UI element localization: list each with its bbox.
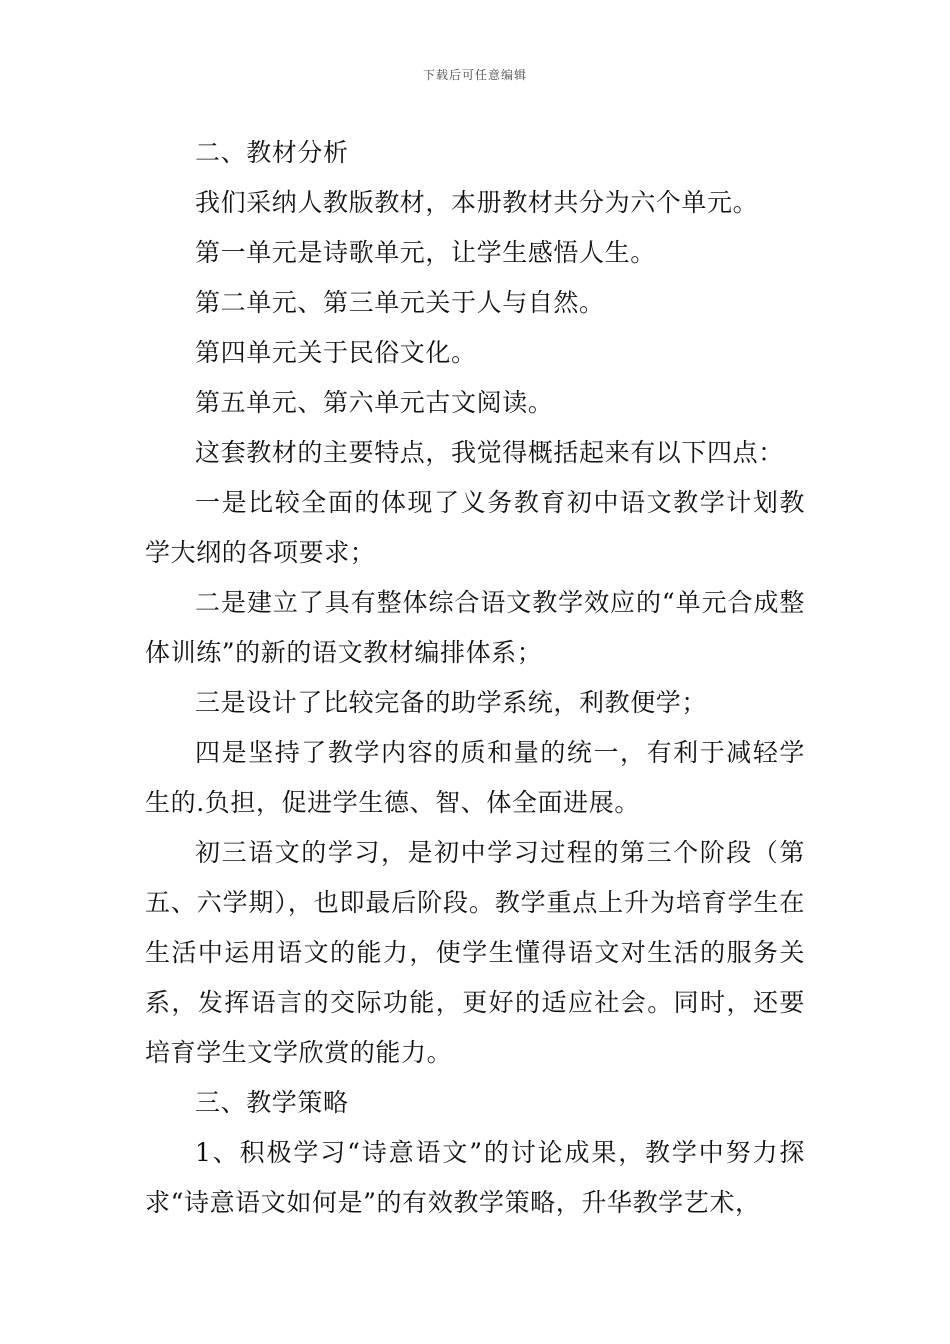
paragraph: 第五单元、第六单元古文阅读。 [195, 388, 554, 417]
paragraph: 1、积极学习“诗意语文”的讨论成果，教学中努力探求“诗意语文如何是”的有效教学策略，升华教学艺术， [145, 1138, 805, 1217]
section-heading-materials: 二、教材分析 [195, 138, 349, 167]
document-body [145, 128, 805, 1228]
paragraph: 第一单元是诗歌单元，让学生感悟人生。 [195, 238, 656, 267]
paragraph: 这套教材的主要特点，我觉得概括起来有以下四点： [195, 438, 784, 467]
paragraph: 第二单元、第三单元关于人与自然。 [195, 288, 605, 317]
page-header: 下载后可任意编辑 [422, 68, 527, 82]
paragraph: 一是比较全面的体现了义务教育初中语文教学计划教学大纲的各项要求； [145, 488, 805, 567]
paragraph: 三是设计了比较完备的助学系统，利教便学； [195, 688, 708, 717]
paragraph: 二是建立了具有整体综合语文教学效应的“单元合成整体训练”的新的语文教材编排体系； [145, 588, 805, 667]
paragraph: 四是坚持了教学内容的质和量的统一，有利于减轻学生的.负担，促进学生德、智、体全面进展。 [145, 738, 805, 817]
section-heading-strategy: 三、教学策略 [195, 1088, 349, 1117]
paragraph: 初三语文的学习，是初中学习过程的第三个阶段（第五、六学期），也即最后阶段。教学重点上升为培育学生在生活中运用语文的能力，使学生懂得语文对生活的服务关系，发挥语言的交际功能，更好的适应社会。同时，还要培育学生文学欣赏的能力。 [145, 838, 805, 1067]
paragraph: 我们采纳人教版教材，本册教材共分为六个单元。 [195, 188, 759, 217]
paragraph: 第四单元关于民俗文化。 [195, 338, 477, 367]
